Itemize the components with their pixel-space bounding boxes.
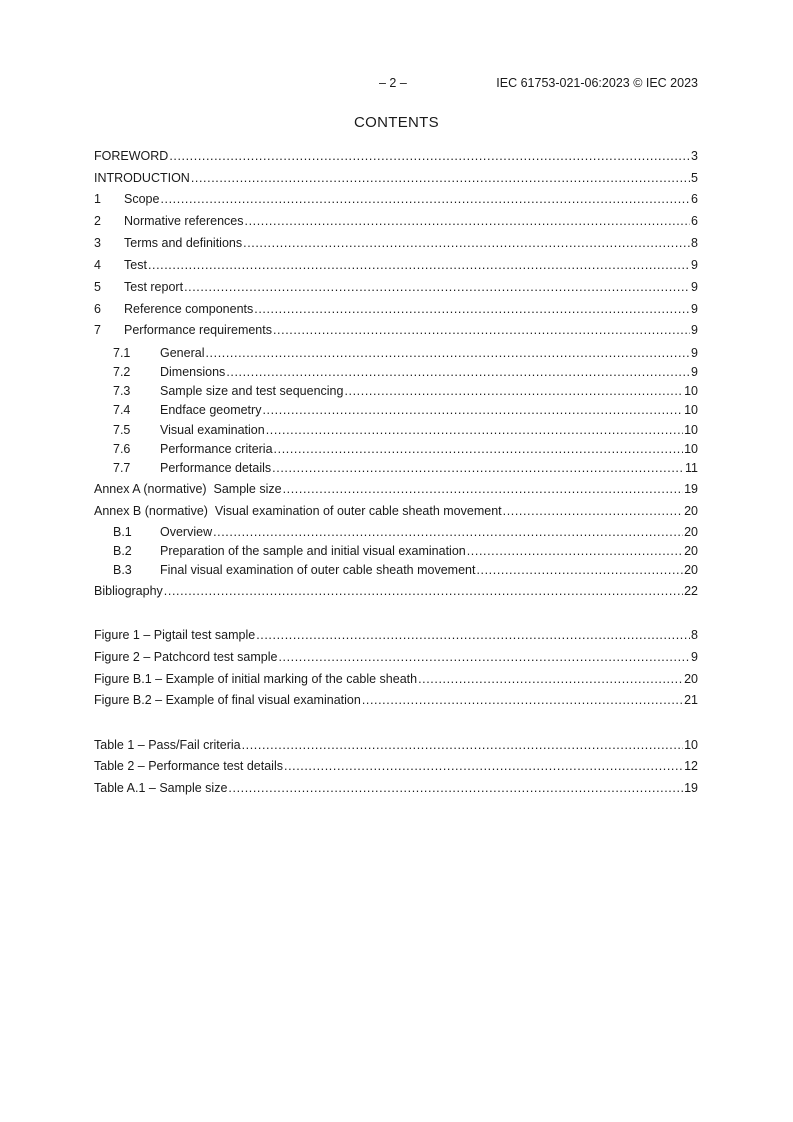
toc-entry-endface-geometry[interactable] [94, 400, 698, 417]
toc-entry-page: 9 [691, 365, 698, 379]
toc-entry-page: 20 [684, 544, 698, 558]
toc-entry-page: 8 [691, 628, 698, 642]
toc-entry-page: 5 [691, 171, 698, 185]
toc-entry-text: Reference components [124, 302, 254, 316]
toc-entry-text: Figure 2 – Patchcord test sample [94, 650, 278, 664]
toc-entry-text: Endface geometry [160, 403, 262, 417]
toc-entry-dimensions[interactable] [94, 362, 698, 379]
toc-entry-foreword[interactable] [94, 146, 698, 163]
toc-entry-test[interactable] [94, 255, 698, 272]
toc-entry-page: 22 [684, 584, 698, 598]
page-number: – 2 – [379, 76, 407, 90]
toc-entry-performance-requirements[interactable] [94, 320, 698, 337]
toc-entry-page: 3 [691, 149, 698, 163]
toc-entry-page: 9 [691, 346, 698, 360]
toc-entry-page: 6 [691, 214, 698, 228]
toc-entry-page: 9 [691, 280, 698, 294]
toc-entry-number: 7.7 [113, 461, 131, 475]
toc-entry-page: 9 [691, 258, 698, 272]
toc-entry-page: 19 [684, 781, 698, 795]
toc-entry-text: Table 2 – Performance test details [94, 759, 283, 773]
toc-entry-visual-examination[interactable] [94, 420, 698, 437]
toc-figure-1[interactable] [94, 625, 698, 642]
toc-entry-text: Figure B.2 – Example of final visual examination [94, 693, 361, 707]
toc-entry-text: FOREWORD [94, 149, 169, 163]
toc-figure-2[interactable] [94, 647, 698, 664]
toc-entry-page: 20 [684, 672, 698, 686]
toc-entry-page: 10 [684, 738, 698, 752]
toc-entry-number: B.2 [113, 544, 132, 558]
toc-entry-overview[interactable] [94, 522, 698, 539]
toc-entry-bibliography[interactable] [94, 581, 698, 598]
toc-entry-text: Test [124, 258, 147, 272]
toc-entry-page: 20 [684, 525, 698, 539]
toc-entry-number: 7.2 [113, 365, 131, 379]
toc-entry-number: 1 [94, 192, 101, 206]
toc-entry-annex-b[interactable] [94, 501, 698, 518]
toc-entry-performance-criteria[interactable] [94, 439, 698, 456]
toc-entry-annex-a[interactable] [94, 479, 698, 496]
toc-entry-text: Preparation of the sample and initial visual examination [160, 544, 466, 558]
toc-entry-page: 10 [684, 423, 698, 437]
toc-entry-preparation-of-sample[interactable] [94, 541, 698, 558]
toc-entry-page: 9 [691, 302, 698, 316]
toc-entry-terms-and-definitions[interactable] [94, 233, 698, 250]
toc-entry-number: 3 [94, 236, 101, 250]
toc-entry-number: 7 [94, 323, 101, 337]
toc-entry-number: 6 [94, 302, 101, 316]
toc-entry-page: 21 [684, 693, 698, 707]
toc-entry-text: Dimensions [160, 365, 226, 379]
toc-entry-text: Sample size and test sequencing [160, 384, 344, 398]
toc-figure-b1[interactable] [94, 669, 698, 686]
toc-entry-text: General [160, 346, 205, 360]
toc-figure-b2[interactable] [94, 690, 698, 707]
toc-entry-page: 6 [691, 192, 698, 206]
toc-table-2[interactable] [94, 756, 698, 773]
toc-entry-text: Visual examination [160, 423, 265, 437]
toc-entry-general[interactable] [94, 343, 698, 360]
toc-entry-text: Figure B.1 – Example of initial marking of the cable sheath [94, 672, 418, 686]
page-title: CONTENTS [354, 114, 439, 131]
toc-entry-text: Table 1 – Pass/Fail criteria [94, 738, 241, 752]
toc-entry-page: 19 [684, 482, 698, 496]
toc-entry-text: Bibliography [94, 584, 163, 598]
toc-entry-final-visual-examination[interactable] [94, 560, 698, 577]
toc-entry-text: INTRODUCTION [94, 171, 190, 185]
toc-entry-text: Normative references [124, 214, 244, 228]
toc-entry-normative-references[interactable] [94, 211, 698, 228]
toc-entry-text: Table A.1 – Sample size [94, 781, 228, 795]
toc-entry-sample-size-and-test-sequencing[interactable] [94, 381, 698, 398]
toc-entry-page: 11 [685, 461, 698, 475]
toc-entry-number: 7.5 [113, 423, 131, 437]
toc-entry-text: Overview [160, 525, 213, 539]
toc-entry-text: Performance requirements [124, 323, 272, 337]
toc-entry-page: 10 [684, 384, 698, 398]
toc-entry-number: 7.4 [113, 403, 131, 417]
toc-entry-text: Scope [124, 192, 160, 206]
toc-table-a1[interactable] [94, 778, 698, 795]
toc-entry-page: 20 [684, 563, 698, 577]
toc-entry-text: Terms and definitions [124, 236, 243, 250]
toc-entry-number: 7.3 [113, 384, 131, 398]
toc-entry-text: Figure 1 – Pigtail test sample [94, 628, 256, 642]
toc-table-1[interactable] [94, 735, 698, 752]
toc-entry-number: 7.6 [113, 442, 131, 456]
toc-entry-page: 9 [691, 323, 698, 337]
toc-entry-page: 10 [684, 403, 698, 417]
toc-entry-page: 20 [684, 504, 698, 518]
toc-entry-reference-components[interactable] [94, 299, 698, 316]
toc-entry-performance-details[interactable] [94, 458, 698, 475]
page-header [0, 76, 793, 92]
toc-entry-number: 5 [94, 280, 101, 294]
toc-entry-number: 7.1 [113, 346, 131, 360]
toc-entry-text: Annex A (normative) Sample size [94, 482, 282, 496]
toc-entry-page: 9 [691, 650, 698, 664]
toc-entry-number: 2 [94, 214, 101, 228]
toc-entry-introduction[interactable] [94, 168, 698, 185]
toc-entry-number: B.1 [113, 525, 132, 539]
toc-entry-text: Annex B (normative) Visual examination of outer cable sheath movement [94, 504, 502, 518]
toc-entry-test-report[interactable] [94, 277, 698, 294]
toc-entry-text: Performance criteria [160, 442, 273, 456]
toc-entry-number: 4 [94, 258, 101, 272]
toc-entry-page: 10 [684, 442, 698, 456]
document-id: IEC 61753-021-06:2023 © IEC 2023 [496, 76, 698, 90]
toc-entry-text: Test report [124, 280, 184, 294]
toc-entry-text: Final visual examination of outer cable sheath movement [160, 563, 476, 577]
toc-entry-text: Performance details [160, 461, 272, 475]
toc-entry-page: 8 [691, 236, 698, 250]
toc-entry-page: 12 [684, 759, 698, 773]
toc-entry-number: B.3 [113, 563, 132, 577]
toc-entry-scope[interactable] [94, 189, 698, 206]
